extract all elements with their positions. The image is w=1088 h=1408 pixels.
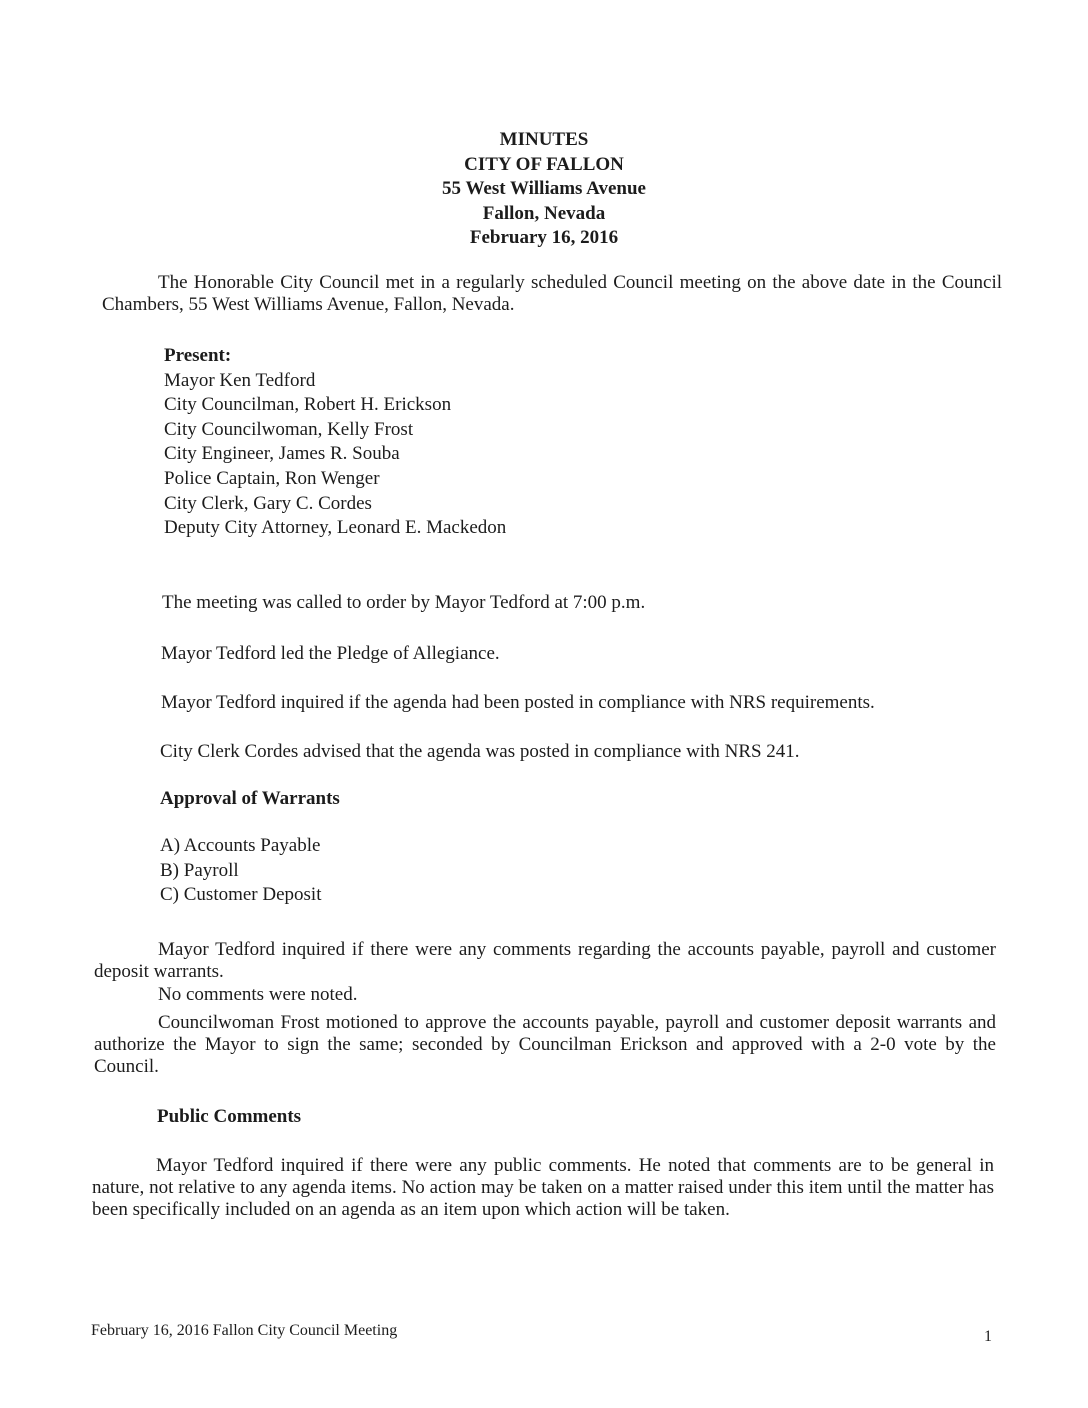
attendee: City Engineer, James R. Souba bbox=[164, 443, 400, 465]
intro-paragraph: The Honorable City Council met in a regularly scheduled Council meeting on the above date in the Council Chambers, 55 West Williams Avenue, Fallon, Nevada. bbox=[102, 272, 1002, 315]
organization-address: 55 West Williams Avenue bbox=[442, 178, 646, 199]
warrants-heading: Approval of Warrants bbox=[160, 788, 340, 809]
page-number: 1 bbox=[984, 1328, 992, 1345]
call-to-order-text: The meeting was called to order by Mayor Tedford at 7:00 p.m. bbox=[162, 592, 646, 613]
meeting-date: February 16, 2016 bbox=[469, 227, 619, 248]
attendee: Police Captain, Ron Wenger bbox=[164, 467, 380, 489]
public-comments-paragraph: Mayor Tedford inquired if there were any public comments. He noted that comments are to be general in nature, not relative to any agenda items. No action may be taken on a matter raised under this item until the matter has been specifically included on an agenda as an item upon which action will be taken. bbox=[92, 1155, 994, 1220]
document-title: MINUTES bbox=[499, 129, 589, 150]
warrant-item: B) Payroll bbox=[160, 859, 239, 881]
attendee: City Councilman, Robert H. Erickson bbox=[164, 394, 452, 416]
organization-city: Fallon, Nevada bbox=[482, 202, 606, 224]
warrants-motion-paragraph: Councilwoman Frost motioned to approve the accounts payable, payroll and customer deposit warrants and authorize the Mayor to sign the same; seconded by Councilman Erickson and approved with a 2-0 vote by the Council. bbox=[94, 1012, 996, 1077]
warrants-list bbox=[160, 834, 322, 908]
document-header bbox=[0, 128, 1088, 251]
warrants-inquiry-paragraph: Mayor Tedford inquired if there were any comments regarding the accounts payable, payroll and customer deposit warrants. bbox=[94, 939, 996, 982]
warrant-item: A) Accounts Payable bbox=[160, 835, 321, 856]
attendees-list bbox=[164, 344, 506, 541]
attendee: Mayor Ken Tedford bbox=[164, 369, 316, 391]
page-footer: February 16, 2016 Fallon City Council Meeting bbox=[91, 1322, 398, 1339]
attendee: City Clerk, Gary C. Cordes bbox=[164, 492, 372, 514]
agenda-inquiry-text: Mayor Tedford inquired if the agenda had been posted in compliance with NRS requirements. bbox=[161, 692, 875, 713]
agenda-response-text: City Clerk Cordes advised that the agenda was posted in compliance with NRS 241. bbox=[160, 741, 800, 762]
warrant-item: C) Customer Deposit bbox=[160, 884, 322, 905]
present-label: Present: bbox=[164, 345, 232, 366]
pledge-text: Mayor Tedford led the Pledge of Allegiance. bbox=[161, 643, 500, 664]
no-comments-text: No comments were noted. bbox=[158, 984, 358, 1005]
attendee: Deputy City Attorney, Leonard E. Mackedon bbox=[164, 517, 507, 539]
organization-name: CITY OF FALLON bbox=[464, 153, 624, 175]
attendee: City Councilwoman, Kelly Frost bbox=[164, 418, 414, 440]
public-comments-heading: Public Comments bbox=[157, 1106, 302, 1127]
